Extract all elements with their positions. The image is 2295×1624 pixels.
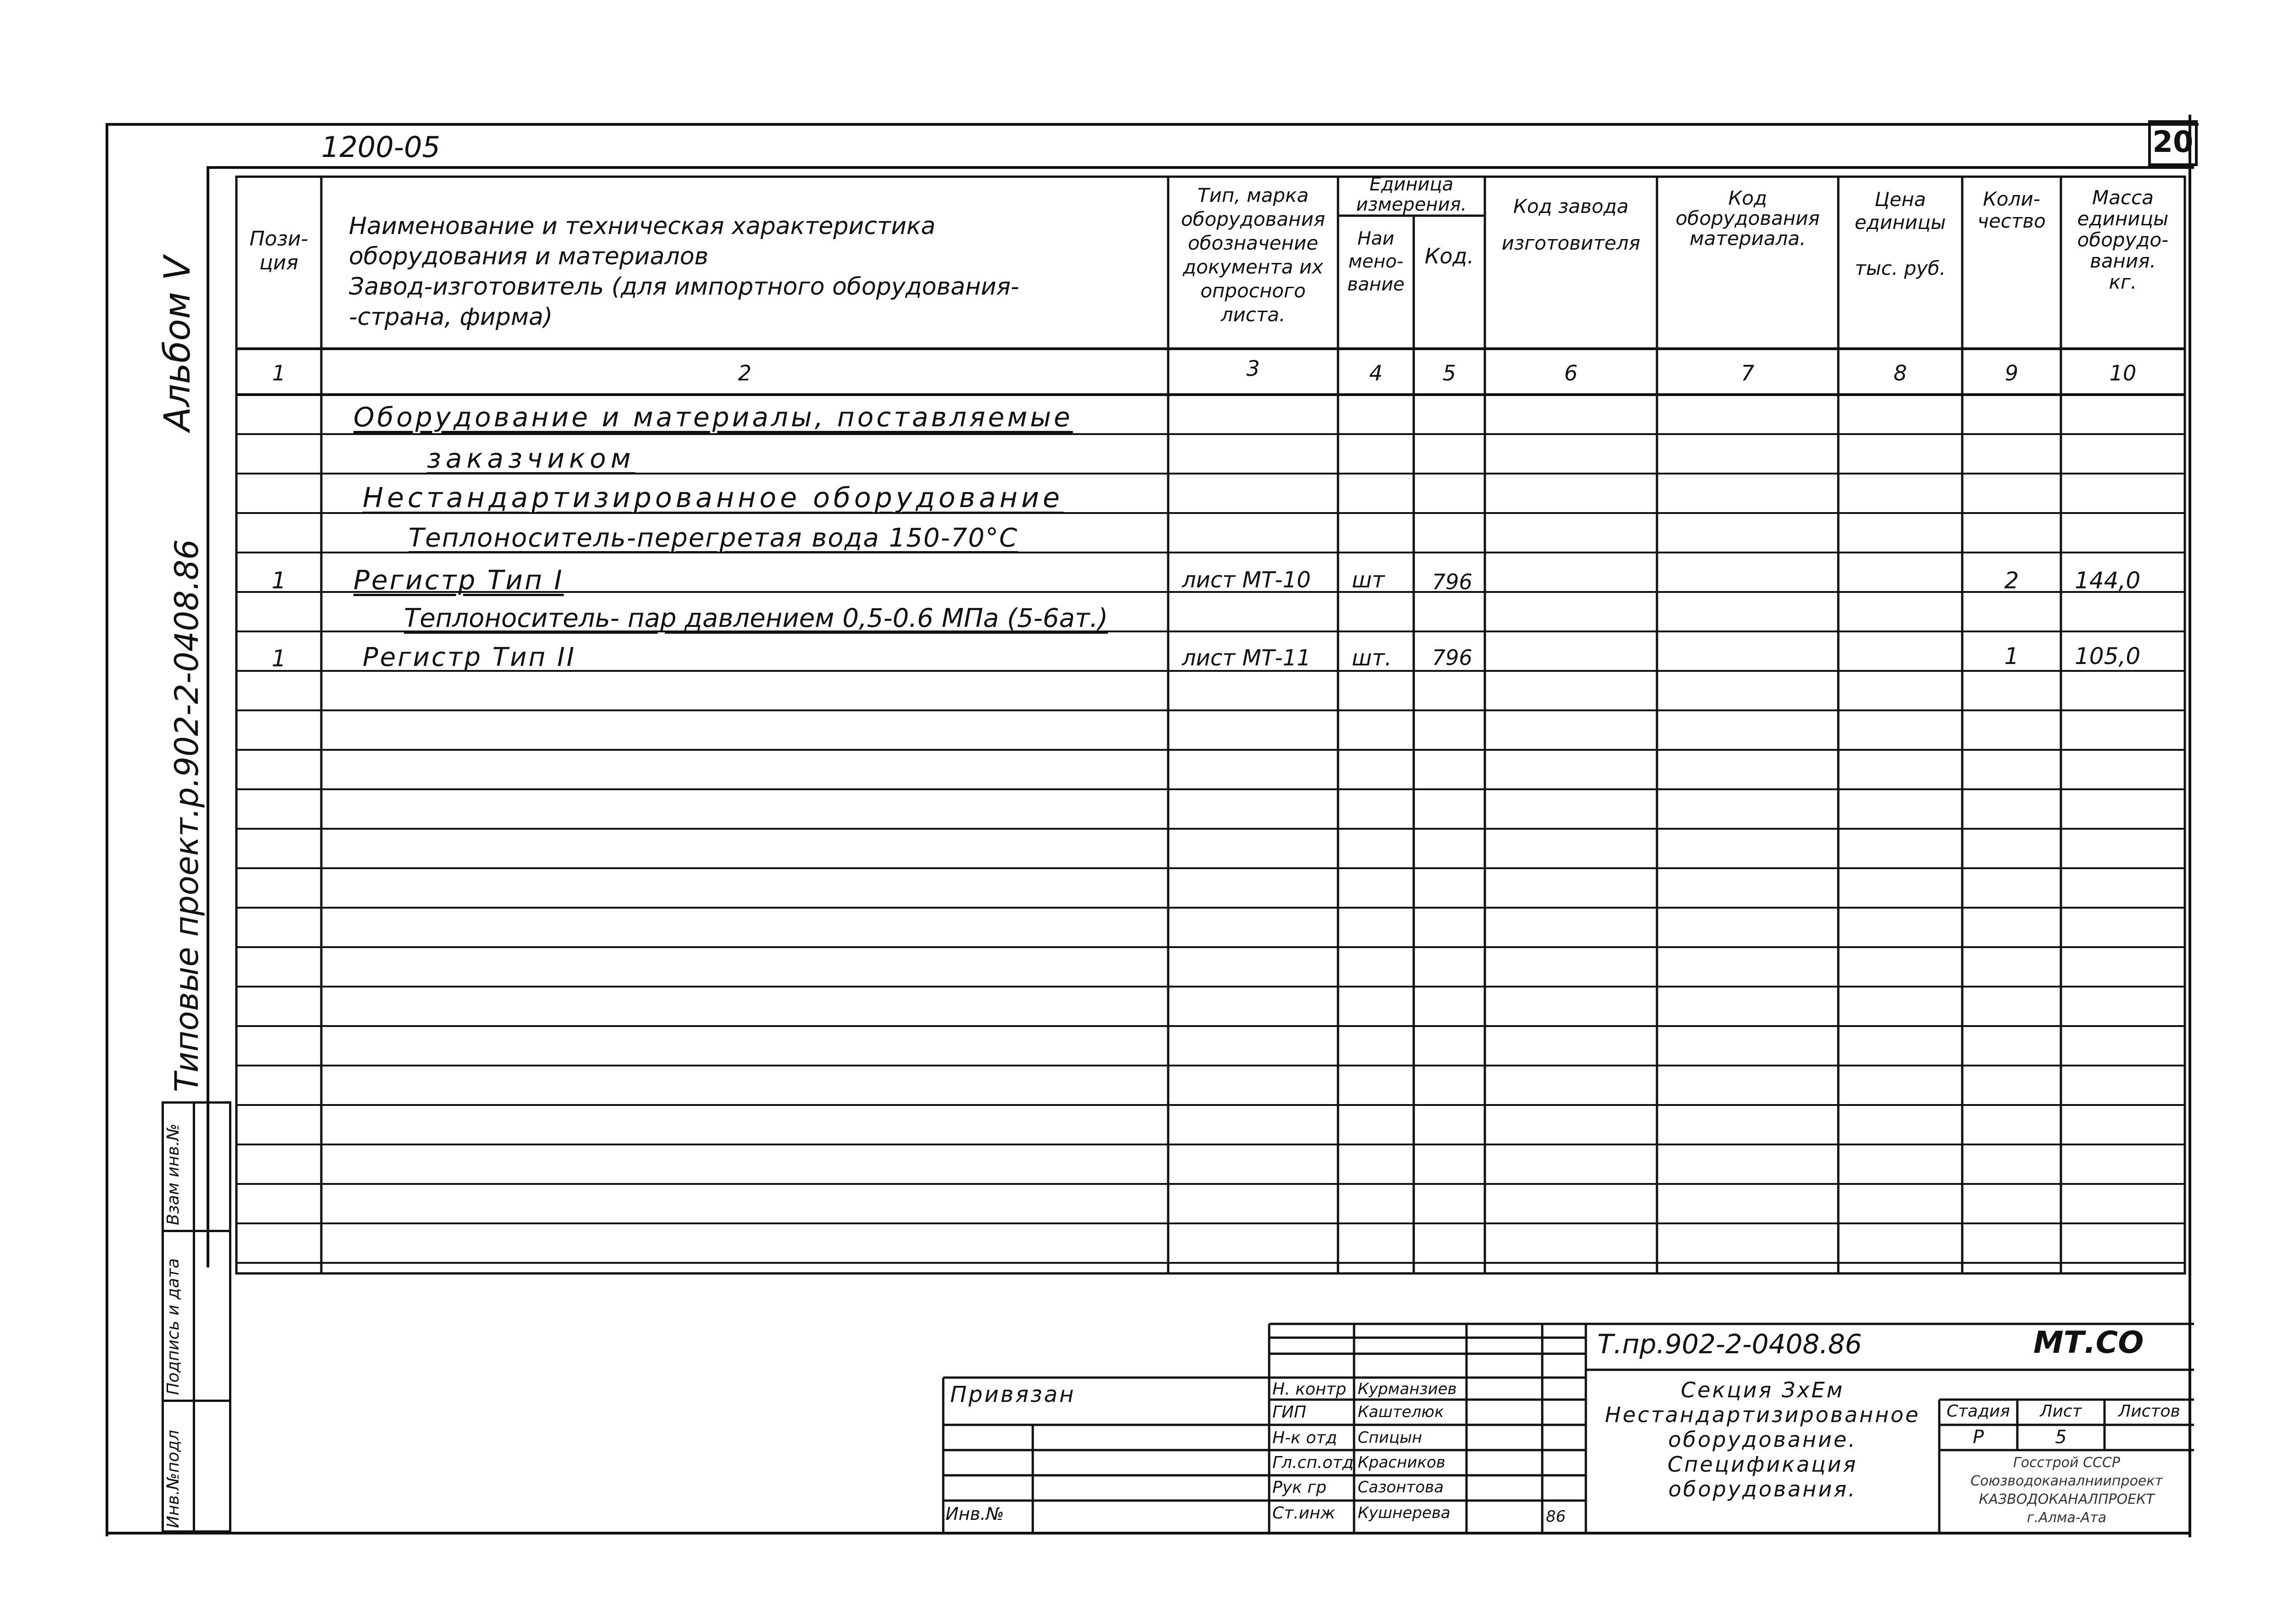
col-number-9: 9 [2004,361,2019,385]
row-7-pos: 1 [271,645,286,672]
col-number-6: 6 [1564,361,1578,385]
inv-original-label: Инв.№подл [164,1429,183,1528]
role-person-name: Спицын [1358,1429,1422,1447]
role-label: Ст.инж [1272,1504,1335,1523]
date-fragment: 86 [1546,1507,1566,1526]
col-number-8: 8 [1893,361,1907,385]
top-code: 1200-05 [321,130,441,164]
header-material-code: Код оборудования материала. [1675,187,1820,250]
sheet-label: Лист [2040,1402,2082,1421]
replaced-inv-label: Взам инв.№ [164,1123,183,1225]
row-7-name: Регистр Тип II [363,642,576,672]
col-number-10: 10 [2109,361,2137,385]
row-7-code: 796 [1432,645,1472,670]
row-6-name: Теплоноситель- пар давлением 0,5-0.6 МПа (5-6ат.) [404,603,1108,633]
role-label: ГИП [1272,1403,1307,1422]
inv-no-label: Инв.№ [946,1504,1004,1524]
role-person-name: Курманзиев [1358,1380,1457,1398]
row-5-qty: 2 [2004,567,2019,594]
sheet-mark: МТ.СО [2033,1325,2144,1360]
row-7-type: лист МТ-11 [1182,645,1311,671]
doc-code: Т.пр.902-2-0408.86 [1597,1328,1862,1360]
row-5-mass: 144,0 [2075,567,2141,594]
tied-label: Привязан [950,1382,1076,1407]
header-unit-group: Единица измерения. [1356,174,1467,215]
role-person-name: Каштелюк [1358,1403,1444,1421]
col-number-7: 7 [1741,361,1755,385]
col-number-5: 5 [1442,361,1456,385]
header-factory-code: Код завода изготовителя [1501,195,1640,254]
role-label: Н-к отд [1272,1429,1338,1447]
row-7-qty: 1 [2004,643,2019,670]
row-3-name: Нестандартизированное оборудование [363,482,1064,514]
col-number-1: 1 [272,361,286,385]
role-label: Гл.сп.отд [1272,1453,1354,1472]
col-number-2: 2 [738,361,752,385]
stage-value: Р [1972,1427,1984,1448]
row-5-unit: шт [1352,567,1385,593]
header-price: Цена единицы тыс. руб. [1854,188,1946,279]
organization-stamp: Госстрой СССР Союзводоканалниипроект КАЗВОДОКАНАЛПРОЕКТ г.Алма-Ата [1970,1455,2163,1526]
role-person-name: Кушнерева [1358,1504,1450,1522]
header-unit-name: Наи мено- вание [1347,228,1405,295]
header-mass: Масса единицы оборудо- вания. кг. [2077,186,2169,293]
row-7-unit: шт. [1352,645,1392,671]
role-person-name: Сазонтова [1358,1478,1444,1496]
stage-label: Стадия [1946,1402,2010,1421]
row-7-mass: 105,0 [2075,643,2141,670]
header-quantity: Коли- чество [1977,188,2046,232]
row-1-name: Оборудование и материалы, поставляемые [353,402,1073,433]
col-number-4: 4 [1369,361,1383,385]
project-label: Типовые проект.р.902-2-0408.86 [168,539,206,1092]
sheet-number: 20 [2152,125,2194,159]
header-unit-code: Код. [1424,244,1474,268]
role-label: Рук гр [1272,1478,1327,1497]
row-2-name: заказчиком [427,443,636,474]
row-4-name: Теплоноситель-перегретая вода 150-70°С [409,523,1018,553]
album-label: Альбом V [157,256,198,431]
drawing-title: Секция ЗхЕм Нестандартизированное оборудование. Спецификация оборудования. [1605,1378,1920,1501]
sheet-value: 5 [2055,1427,2067,1448]
row-5-type: лист МТ-10 [1182,567,1311,593]
header-type: Тип, марка оборудования обозначение документа их опросного листа. [1181,184,1326,326]
row-5-name: Регистр Тип I [353,564,564,596]
row-5-code: 796 [1432,569,1472,594]
sheets-label: Листов [2118,1402,2180,1421]
role-label: Н. контр [1272,1380,1347,1399]
col-number-3: 3 [1246,356,1260,381]
header-position: Пози- ция [249,227,308,274]
signature-date-label: Подпись и дата [164,1258,183,1395]
header-name: Наименование и техническая характеристика оборудования и материалов Завод-изготовитель (для импортного оборудования- -страна, фирма) [349,212,1019,331]
row-5-pos: 1 [271,567,286,594]
role-person-name: Красников [1358,1453,1445,1472]
